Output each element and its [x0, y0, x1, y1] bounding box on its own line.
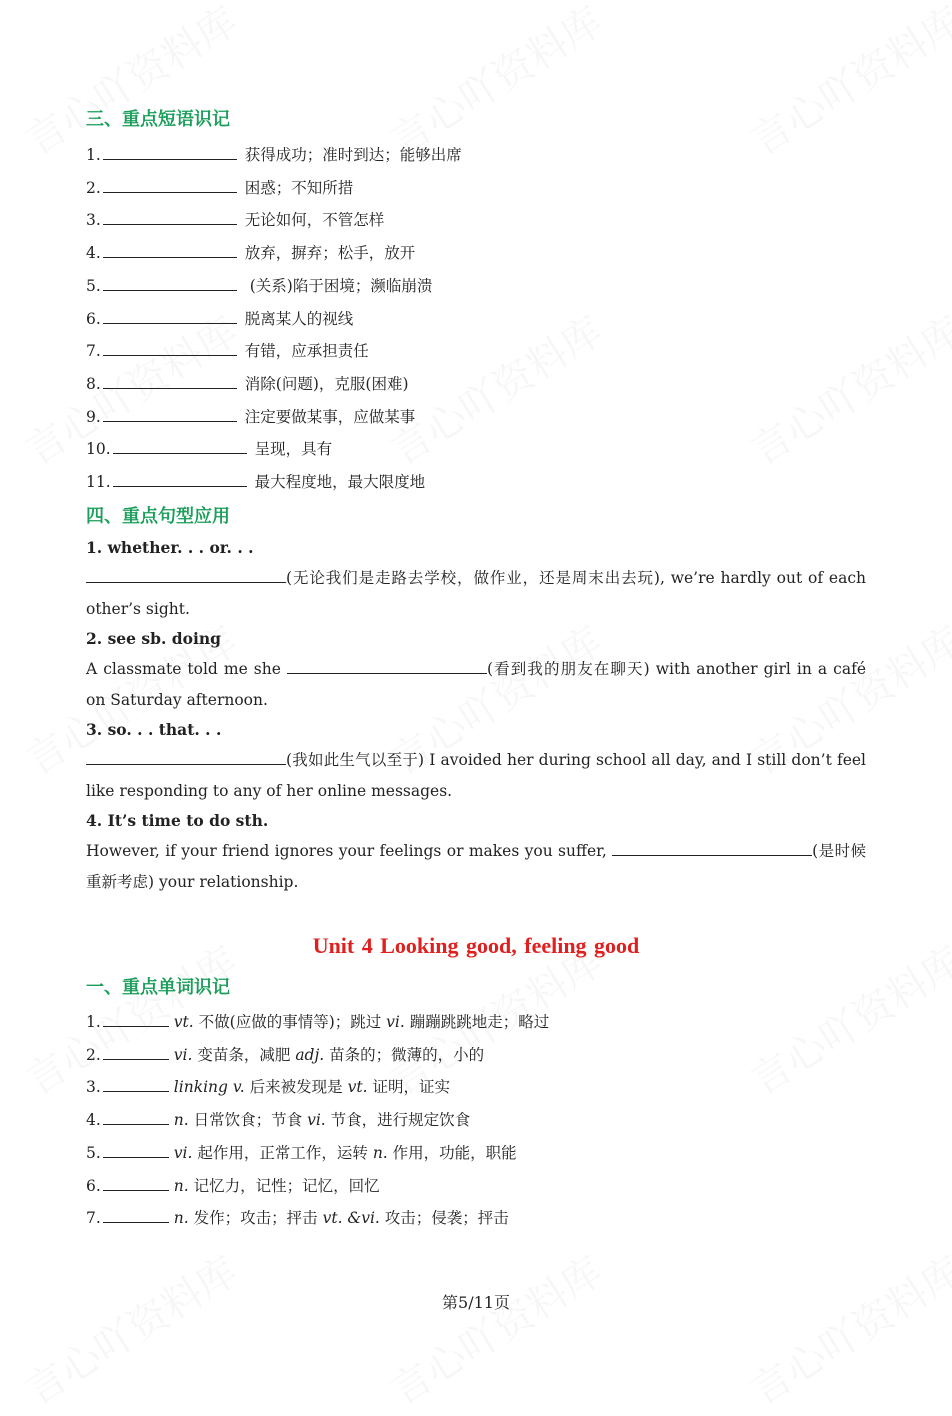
item-number: 3.	[86, 211, 101, 230]
item-number: 10.	[86, 440, 111, 459]
word-item	[86, 1010, 549, 1032]
part-of-speech: n.	[372, 1143, 388, 1162]
answer-blank[interactable]	[113, 437, 247, 454]
part-of-speech: vt.	[347, 1078, 368, 1097]
page-number: 第5/11页	[442, 1293, 510, 1312]
pattern-sentence	[86, 836, 866, 897]
definition-text: 记忆力，记性；记忆，回忆	[188, 1176, 380, 1195]
phrase-item	[86, 339, 369, 361]
item-number: 6.	[86, 1176, 101, 1195]
answer-blank[interactable]	[103, 339, 237, 356]
part-of-speech: n.	[173, 1176, 189, 1195]
pattern-sentence	[86, 654, 866, 715]
pattern-title: 1. whether. . . or. . .	[86, 538, 254, 557]
word-item	[86, 1174, 380, 1196]
part-of-speech: n.	[173, 1111, 189, 1130]
phrase-item	[86, 274, 432, 296]
part-of-speech: linking v.	[173, 1078, 245, 1097]
part-of-speech: vi.	[307, 1111, 326, 1130]
sentence-after: (无论我们是走路去学校，做作业，还是周末出去玩), we’re hardly out of each other’s sight.	[86, 569, 866, 618]
answer-blank[interactable]	[103, 1141, 169, 1158]
definition-text: 节食，进行规定饮食	[325, 1111, 471, 1130]
item-number: 5.	[86, 276, 101, 295]
item-number: 2.	[86, 1045, 101, 1064]
item-definition: 注定要做某事，应做某事	[244, 407, 416, 426]
answer-blank[interactable]	[103, 176, 237, 193]
phrase-item	[86, 208, 384, 230]
definition-text: 蹦蹦跳跳地走；略过	[404, 1013, 550, 1031]
item-number: 2.	[86, 178, 101, 197]
item-number: 3.	[86, 1078, 101, 1097]
sentence-after: (看到我的朋友在聊天) with another girl in a café on Saturday afternoon.	[86, 660, 866, 709]
answer-blank[interactable]	[86, 748, 286, 765]
answer-blank[interactable]	[612, 839, 812, 856]
item-number: 6.	[86, 309, 101, 328]
watermark-text	[13, 0, 247, 166]
answer-blank[interactable]	[103, 1043, 169, 1060]
item-definition: 有错，应承担责任	[244, 342, 369, 361]
phrase-item	[86, 372, 409, 394]
answer-blank[interactable]	[103, 241, 237, 258]
answer-blank[interactable]	[103, 307, 237, 324]
item-definition: 消除(问题)，克服(困难)	[244, 374, 409, 393]
item-definition: 脱离某人的视线	[244, 309, 354, 328]
sentence-after: (我如此生气以至于) I avoided her during school all day, and I still don’t feel like responding to any of her online messages.	[86, 751, 866, 800]
item-definition: (关系)陷于困境；濒临崩溃	[244, 276, 433, 295]
phrase-item	[86, 307, 353, 329]
answer-blank[interactable]	[103, 1108, 169, 1125]
part-of-speech: adj.	[295, 1045, 325, 1064]
item-number: 8.	[86, 374, 101, 393]
part-of-speech: vt.	[173, 1013, 194, 1031]
phrase-item	[86, 176, 353, 198]
pattern-title: 3. so. . . that. . .	[86, 720, 222, 739]
item-number: 4.	[86, 1111, 101, 1130]
phrase-item	[86, 437, 332, 459]
phrase-item	[86, 143, 462, 165]
pattern-sentence	[86, 563, 866, 624]
answer-blank[interactable]	[103, 1174, 169, 1191]
answer-blank[interactable]	[103, 274, 237, 291]
pattern-title: 2. see sb. doing	[86, 629, 221, 648]
answer-blank[interactable]	[103, 1206, 169, 1223]
item-definition: 困惑；不知所措	[244, 178, 354, 197]
definition-text: 发作；攻击；抨击	[188, 1209, 323, 1228]
word-item	[86, 1206, 509, 1228]
answer-blank[interactable]	[103, 143, 237, 160]
definition-text: 作用，功能，职能	[387, 1143, 517, 1162]
watermark-text	[378, 0, 612, 166]
item-definition: 最大程度地，最大限度地	[254, 473, 426, 491]
word-item	[86, 1075, 450, 1097]
answer-blank[interactable]	[103, 1010, 169, 1027]
item-number: 4.	[86, 244, 101, 263]
item-number: 11.	[86, 473, 111, 491]
answer-blank[interactable]	[103, 1075, 169, 1092]
part-of-speech: vi.	[173, 1045, 193, 1064]
answer-blank[interactable]	[287, 657, 487, 674]
definition-text: 攻击；侵袭；抨击	[379, 1209, 509, 1228]
watermark-text	[738, 1241, 952, 1416]
sentence-before: A classmate told me she	[86, 660, 287, 678]
answer-blank[interactable]	[103, 405, 237, 422]
definition-text: 起作用，正常工作，运转	[192, 1143, 373, 1162]
item-number: 1.	[86, 146, 101, 164]
part-of-speech: n.	[173, 1209, 189, 1228]
unit-title: Unit 4 Looking good, feeling good	[312, 933, 640, 958]
item-definition: 放弃，摒弃；松手，放开	[244, 244, 416, 263]
word-item	[86, 1043, 484, 1065]
definition-text: 后来被发现是	[244, 1078, 348, 1097]
item-definition: 获得成功；准时到达；能够出席	[244, 146, 462, 164]
watermark-text	[378, 301, 612, 477]
section-heading-phrases: 三、重点短语识记	[86, 109, 230, 130]
item-number: 7.	[86, 1209, 101, 1228]
watermark-text	[738, 301, 952, 477]
sentence-before: However, if your friend ignores your feelings or makes you suffer,	[86, 842, 613, 860]
phrase-item	[86, 470, 425, 492]
section-heading-words: 一、重点单词识记	[86, 977, 230, 998]
word-item	[86, 1141, 517, 1163]
answer-blank[interactable]	[86, 566, 286, 583]
definition-text: 不做(应做的事情等)；跳过	[193, 1013, 387, 1031]
item-number: 7.	[86, 342, 101, 361]
answer-blank[interactable]	[103, 208, 237, 225]
answer-blank[interactable]	[113, 470, 247, 487]
item-number: 1.	[86, 1013, 101, 1031]
watermark-text	[378, 1241, 612, 1416]
section-heading-sentences: 四、重点句型应用	[86, 506, 230, 527]
item-number: 5.	[86, 1143, 101, 1162]
phrase-item	[86, 241, 415, 263]
part-of-speech: vi.	[173, 1143, 193, 1162]
item-definition: 无论如何，不管怎样	[244, 211, 385, 230]
answer-blank[interactable]	[103, 372, 237, 389]
definition-text: 证明，证实	[367, 1078, 450, 1097]
part-of-speech: vi.	[386, 1013, 405, 1031]
part-of-speech: vt. &vi.	[322, 1209, 380, 1228]
pattern-title: 4. It’s time to do sth.	[86, 811, 269, 830]
definition-text: 日常饮食；节食	[188, 1111, 308, 1130]
word-item	[86, 1108, 470, 1130]
watermark-text	[13, 1241, 247, 1416]
item-definition: 呈现，具有	[254, 440, 333, 459]
watermark-text	[738, 0, 952, 166]
definition-text: 苗条的；微薄的，小的	[324, 1045, 485, 1064]
item-number: 9.	[86, 407, 101, 426]
sentence-after: (是时候重新考虑) your relationship.	[86, 842, 866, 891]
pattern-sentence	[86, 745, 866, 806]
phrase-item	[86, 405, 415, 427]
definition-text: 变苗条，减肥	[192, 1045, 296, 1064]
